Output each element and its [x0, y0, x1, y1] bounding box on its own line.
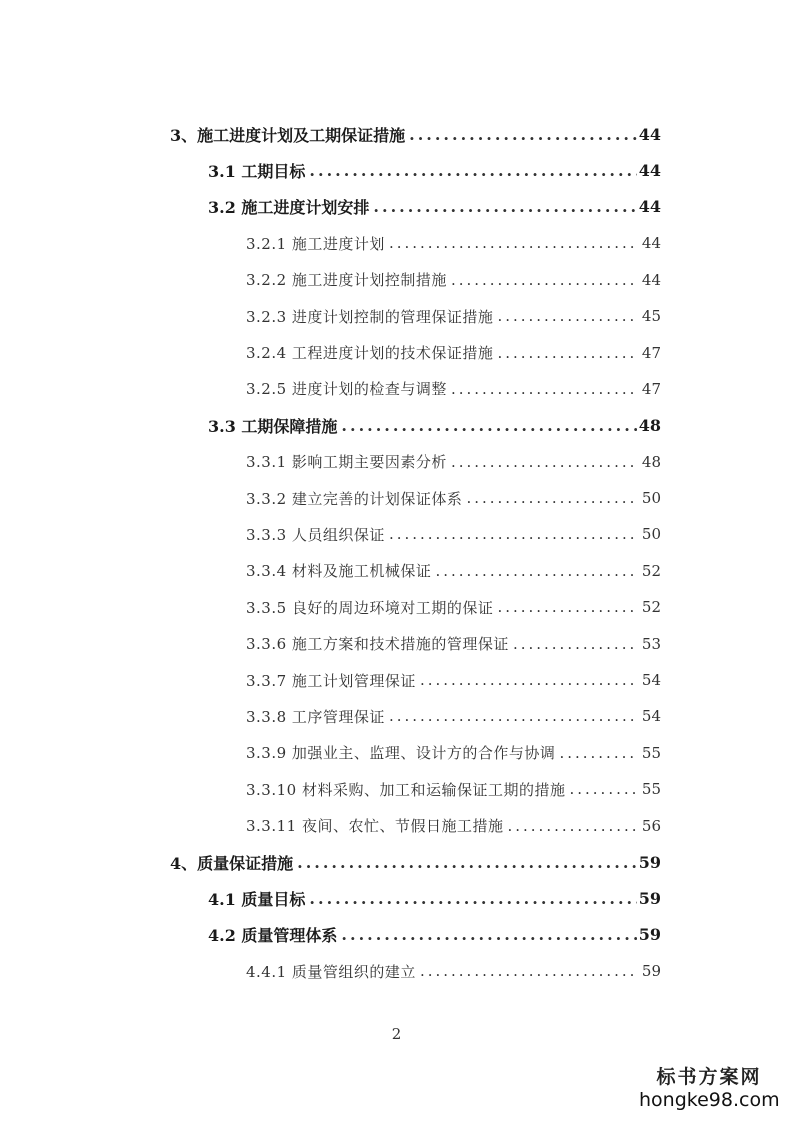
dot-leader — [389, 234, 637, 252]
toc-entry-3-3-2[interactable] — [0, 480, 793, 516]
dot-leader — [451, 453, 637, 471]
toc-entry-3-3-7[interactable] — [0, 662, 793, 698]
toc-page-number: 50 — [641, 525, 661, 544]
toc-entry-label: 3.3.11 夜间、农忙、节假日施工措施 — [246, 817, 504, 836]
dot-leader — [466, 489, 637, 507]
page-number: 2 — [391, 1025, 402, 1043]
toc-page-number: 59 — [638, 888, 661, 908]
toc-entry-label: 3.1 工期目标 — [208, 162, 306, 182]
toc-page-number: 44 — [638, 197, 661, 217]
watermark-name: 标书方案网 — [656, 1066, 762, 1088]
dot-leader — [309, 889, 636, 908]
toc-entry-label: 4.2 质量管理体系 — [208, 926, 338, 946]
toc-entry-3-3-11[interactable] — [0, 807, 793, 843]
toc-entry-3-2[interactable] — [0, 189, 793, 225]
toc-page-number: 44 — [641, 270, 661, 289]
toc-page-number: 50 — [641, 489, 661, 508]
dot-leader — [451, 271, 637, 289]
toc-entry-label: 3.2 施工进度计划安排 — [208, 198, 370, 218]
toc-entry-label: 3.3.5 良好的周边环境对工期的保证 — [246, 598, 494, 617]
toc-entry-label: 3.2.2 施工进度计划控制措施 — [246, 271, 447, 290]
toc-entry-chapter-3[interactable] — [0, 116, 793, 152]
dot-leader — [420, 962, 637, 980]
dot-leader — [569, 780, 637, 798]
toc-entry-label: 3.3.10 材料采购、加工和运输保证工期的措施 — [246, 780, 566, 799]
toc-entry-label: 3.2.4 工程进度计划的技术保证措施 — [246, 344, 494, 363]
toc-entry-label: 4.4.1 质量管组织的建立 — [246, 962, 416, 981]
dot-leader — [559, 744, 637, 762]
dot-leader — [497, 344, 637, 362]
dot-leader — [389, 525, 637, 543]
toc-entry-label: 3.3.3 人员组织保证 — [246, 525, 385, 544]
dot-leader — [497, 307, 637, 325]
toc-entry-3-3-8[interactable] — [0, 698, 793, 734]
toc-entry-label: 3.3.7 施工计划管理保证 — [246, 671, 416, 690]
table-of-contents — [0, 116, 793, 989]
toc-entry-label: 3.3.2 建立完善的计划保证体系 — [246, 489, 463, 508]
toc-entry-label: 3.2.5 进度计划的检查与调整 — [246, 380, 447, 399]
toc-entry-4-2[interactable] — [0, 917, 793, 953]
toc-entry-label: 3.3 工期保障措施 — [208, 416, 338, 436]
toc-page-number: 47 — [641, 343, 661, 362]
toc-page-number: 55 — [641, 743, 661, 762]
toc-entry-label: 3、施工进度计划及工期保证措施 — [170, 125, 406, 145]
toc-page-number: 47 — [641, 379, 661, 398]
toc-page-number: 59 — [638, 852, 661, 872]
toc-page-number: 44 — [638, 124, 661, 144]
toc-entry-3-2-5[interactable] — [0, 371, 793, 407]
toc-page-number: 54 — [641, 671, 661, 690]
toc-entry-3-2-1[interactable] — [0, 225, 793, 261]
watermark-url: hongke98.com — [639, 1089, 780, 1111]
toc-entry-label: 4.1 质量目标 — [208, 889, 306, 909]
dot-leader — [507, 817, 637, 835]
dot-leader — [435, 562, 637, 580]
toc-page-number: 59 — [638, 925, 661, 945]
toc-entry-label: 3.3.4 材料及施工机械保证 — [246, 562, 432, 581]
dot-leader — [373, 197, 636, 216]
toc-entry-label: 3.3.1 影响工期主要因素分析 — [246, 453, 447, 472]
toc-entry-3-2-4[interactable] — [0, 334, 793, 370]
toc-page-number: 53 — [641, 634, 661, 653]
toc-page-number: 48 — [641, 452, 661, 471]
toc-page-number: 59 — [641, 962, 661, 981]
site-watermark — [639, 1066, 779, 1112]
dot-leader — [297, 853, 637, 872]
toc-entry-label: 3.2.3 进度计划控制的管理保证措施 — [246, 307, 494, 326]
toc-entry-3-3[interactable] — [0, 407, 793, 443]
toc-entry-3-3-10[interactable] — [0, 771, 793, 807]
dot-leader — [420, 671, 637, 689]
toc-entry-3-3-3[interactable] — [0, 516, 793, 552]
toc-page-number: 44 — [641, 234, 661, 253]
toc-entry-3-1[interactable] — [0, 152, 793, 188]
dot-leader — [341, 925, 636, 944]
dot-leader — [513, 635, 637, 653]
toc-entry-label: 3.2.1 施工进度计划 — [246, 234, 385, 253]
toc-entry-3-3-9[interactable] — [0, 735, 793, 771]
dot-leader — [409, 125, 637, 144]
toc-entry-label: 3.3.8 工序管理保证 — [246, 707, 385, 726]
dot-leader — [341, 416, 636, 435]
dot-leader — [451, 380, 637, 398]
toc-entry-3-3-1[interactable] — [0, 444, 793, 480]
toc-page-number: 56 — [641, 816, 661, 835]
toc-entry-4-4-1[interactable] — [0, 953, 793, 989]
toc-entry-3-2-3[interactable] — [0, 298, 793, 334]
toc-page-number: 44 — [638, 161, 661, 181]
toc-page-number: 52 — [641, 598, 661, 617]
toc-entry-3-2-2[interactable] — [0, 262, 793, 298]
toc-page-number: 48 — [638, 415, 661, 435]
toc-entry-4-1[interactable] — [0, 880, 793, 916]
toc-entry-3-3-4[interactable] — [0, 553, 793, 589]
toc-entry-label: 3.3.9 加强业主、监理、设计方的合作与协调 — [246, 744, 556, 763]
toc-page-number: 45 — [641, 307, 661, 326]
toc-entry-3-3-6[interactable] — [0, 625, 793, 661]
dot-leader — [389, 707, 637, 725]
dot-leader — [309, 161, 636, 180]
toc-page-number: 52 — [641, 561, 661, 580]
toc-entry-label: 4、质量保证措施 — [170, 853, 294, 873]
toc-page-number: 54 — [641, 707, 661, 726]
toc-entry-chapter-4[interactable] — [0, 844, 793, 880]
toc-entry-3-3-5[interactable] — [0, 589, 793, 625]
dot-leader — [497, 598, 637, 616]
toc-entry-label: 3.3.6 施工方案和技术措施的管理保证 — [246, 635, 509, 654]
toc-page-number: 55 — [641, 780, 661, 799]
